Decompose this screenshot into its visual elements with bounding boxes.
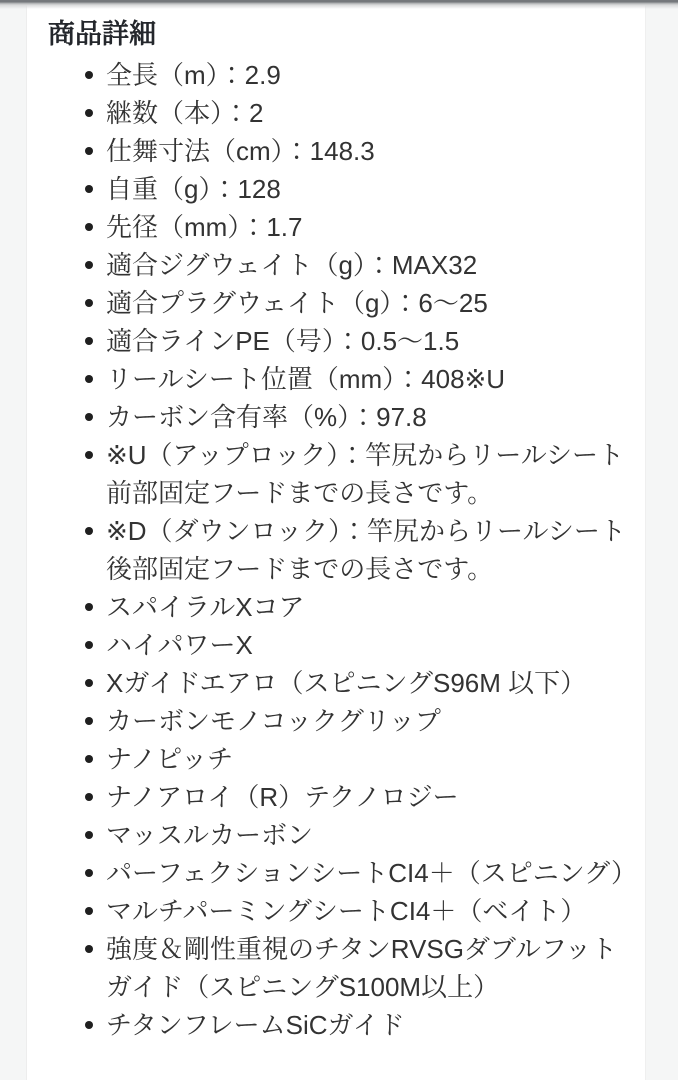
spec-list-item [48,816,631,854]
spec-item-text: マッスルカーボン [106,820,313,850]
top-divider-shadow [0,0,678,9]
spec-list-item [48,132,631,170]
bullet-icon [85,375,93,383]
bullet-icon [85,413,93,421]
spec-item-text: 先径（mm）：1.7 [106,212,303,242]
spec-item-text: ※U（アップロック）：竿尻からリールシート前部固定フードまでの長さです。 [106,440,625,508]
spec-list-item [48,588,631,626]
spec-item-text: マルチパーミングシートCI4＋（ベイト） [106,896,587,926]
bullet-icon [85,337,93,345]
bullet-icon [85,869,93,877]
product-detail-section [27,0,645,1080]
spec-item-text: 継数（本）：2 [106,98,264,128]
bullet-icon [85,261,93,269]
bullet-icon [85,185,93,193]
spec-list-item [48,398,631,436]
bullet-icon [85,641,93,649]
spec-list-item [48,208,631,246]
spec-item-text: 適合プラグウェイト（g）：6〜25 [106,288,488,318]
bullet-icon [85,299,93,307]
bullet-icon [85,527,93,535]
spec-list-item [48,702,631,740]
right-page-gutter [645,0,678,1080]
spec-list-item [48,170,631,208]
spec-list-item [48,626,631,664]
spec-list [48,56,637,1044]
bullet-icon [85,793,93,801]
spec-list-item [48,778,631,816]
bullet-icon [85,945,93,953]
bullet-icon [85,147,93,155]
spec-item-text: ※D（ダウンロック）：竿尻からリールシート後部固定フードまでの長さです。 [106,516,626,584]
spec-list-item [48,930,631,1006]
spec-item-text: ナノピッチ [106,744,234,774]
spec-list-item [48,322,631,360]
spec-item-text: 自重（g）：128 [106,174,281,204]
bullet-icon [85,451,93,459]
bullet-icon [85,71,93,79]
spec-list-item [48,436,631,512]
bullet-icon [85,907,93,915]
spec-list-item [48,512,631,588]
spec-item-text: パーフェクションシートCI4＋（スピニング） [106,858,637,888]
spec-item-text: ナノアロイ（R）テクノロジー [106,782,459,812]
spec-list-item [48,664,631,702]
spec-item-text: Xガイドエアロ（スピニングS96M 以下） [106,668,587,698]
spec-list-item [48,94,631,132]
spec-list-item [48,740,631,778]
spec-list-item [48,246,631,284]
spec-list-item [48,56,631,94]
bullet-icon [85,223,93,231]
spec-list-item [48,1006,631,1044]
spec-list-item [48,892,631,930]
bullet-icon [85,1021,93,1029]
spec-item-text: カーボンモノコックグリップ [106,706,441,736]
bullet-icon [85,109,93,117]
spec-item-text: 適合ジグウェイト（g）：MAX32 [106,250,478,280]
spec-item-text: チタンフレームSiCガイド [106,1010,405,1040]
left-page-gutter [0,0,27,1080]
bullet-icon [85,717,93,725]
spec-item-text: 全長（m）：2.9 [106,60,281,90]
spec-item-text: 強度＆剛性重視のチタンRVSGダブルフットガイド（スピニングS100M以上） [106,934,618,1002]
section-title: 商品詳細 [48,19,156,49]
bullet-icon [85,603,93,611]
spec-item-text: 適合ラインPE（号）：0.5〜1.5 [106,326,460,356]
bullet-icon [85,831,93,839]
spec-item-text: 仕舞寸法（cm）：148.3 [106,136,375,166]
spec-item-text: カーボン含有率（%）：97.8 [106,402,427,432]
spec-list-item [48,854,637,892]
spec-list-item [48,360,631,398]
bullet-icon [85,679,93,687]
bullet-icon [85,755,93,763]
spec-item-text: リールシート位置（mm）：408※U [106,364,506,394]
spec-list-item [48,284,631,322]
spec-item-text: ハイパワーX [106,630,253,660]
spec-item-text: スパイラルXコア [106,592,305,622]
